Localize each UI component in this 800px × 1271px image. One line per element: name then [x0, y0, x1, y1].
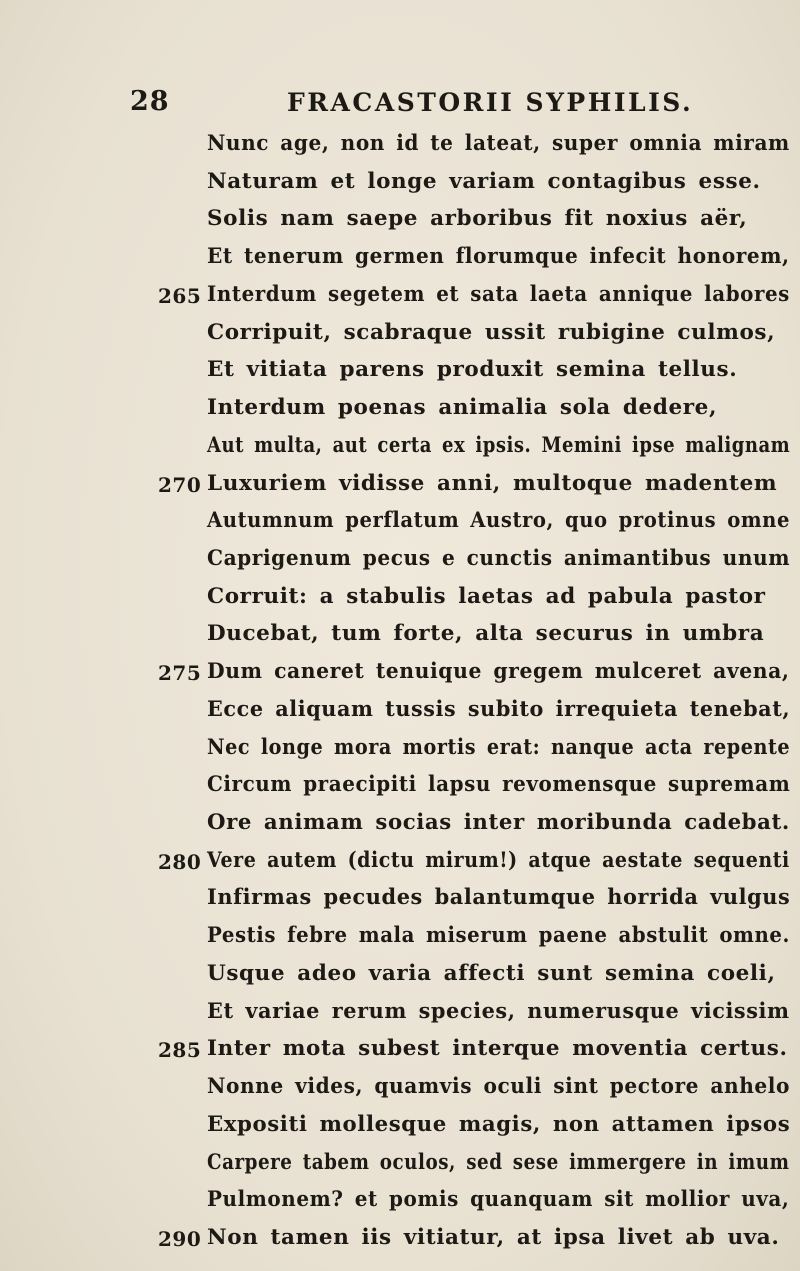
verse-line [0, 471, 800, 511]
verse-line [0, 848, 800, 888]
line-number: 270 [158, 473, 202, 497]
line-number: 285 [158, 1038, 202, 1062]
line-number: 290 [158, 1227, 202, 1251]
verse-text: Expositi mollesque magis, non attamen ipsos [207, 1112, 791, 1137]
verse-text: Luxuriem vidisse anni, multoque madentem [207, 471, 778, 496]
verse-text: Corruit: a stabulis laetas ad pabula pastor [207, 584, 766, 609]
verse-text: Autumnum perflatum Austro, quo protinus omne [207, 508, 790, 533]
running-title: FRACASTORII SYPHILIS. [287, 88, 694, 117]
verse-text: Corripuit, scabraque ussit rubigine culmos, [207, 320, 776, 345]
verse-line [0, 1187, 800, 1227]
verse-line [0, 999, 800, 1039]
verse-line [0, 282, 800, 322]
verse-line [0, 433, 800, 473]
verse-text: Vere autem (dictu mirum!) atque aestate sequenti [207, 848, 790, 873]
verse-text: Aut multa, aut certa ex ipsis. Memini ipse malignam [207, 433, 791, 458]
verse-line [0, 735, 800, 775]
verse-text: Nunc age, non id te lateat, super omnia miram [207, 131, 790, 156]
verse-line [0, 810, 800, 850]
verse-text: Interdum segetem et sata laeta annique labores [207, 282, 790, 307]
verse-text: Solis nam saepe arboribus fit noxius aër, [207, 206, 748, 231]
verse-line [0, 584, 800, 624]
verse-text: Et variae rerum species, numerusque vicissim [207, 999, 790, 1024]
verse-line [0, 885, 800, 925]
page-number: 28 [130, 86, 170, 117]
verse-text: Nonne vides, quamvis oculi sint pectore anhelo [207, 1074, 791, 1099]
verse-text: Ecce aliquam tussis subito irrequieta tenebat, [207, 697, 791, 722]
line-number: 265 [158, 284, 202, 308]
verse-text: Infirmas pecudes balantumque horrida vulgus [207, 885, 791, 910]
verse-line [0, 697, 800, 737]
verse-line [0, 772, 800, 812]
verse-text: Naturam et longe variam contagibus esse. [207, 169, 761, 194]
page-header [0, 86, 800, 126]
verse-line [0, 244, 800, 284]
verse-text: Pestis febre mala miserum paene abstulit omne. [207, 923, 790, 948]
verse-line [0, 1036, 800, 1076]
verse-text: Et vitiata parens produxit semina tellus. [207, 357, 738, 382]
line-number: 280 [158, 850, 202, 874]
verse-text: Usque adeo varia affecti sunt semina coeli, [207, 961, 776, 986]
verse-text: Inter mota subest interque moventia certus. [207, 1036, 788, 1061]
verse-text: Ore animam socias inter moribunda cadebat. [207, 810, 790, 835]
verse-text: Dum caneret tenuique gregem mulceret avena, [207, 659, 790, 684]
verse-text: Circum praecipiti lapsu revomensque supremam [207, 772, 791, 797]
verse-text: Caprigenum pecus e cunctis animantibus unum [207, 546, 791, 571]
verse-text: Non tamen iis vitiatur, at ipsa livet ab uva. [207, 1225, 780, 1250]
verse-text: Et tenerum germen florumque infecit honorem, [207, 244, 790, 269]
verse-line [0, 621, 800, 661]
verse-line [0, 923, 800, 963]
verse-line [0, 1074, 800, 1114]
verse-line [0, 508, 800, 548]
verse-line [0, 1150, 800, 1190]
verse-text: Nec longe mora mortis erat: nanque acta repente [207, 735, 791, 760]
verse-line [0, 1225, 800, 1265]
verse-line [0, 131, 800, 171]
verse-line [0, 395, 800, 435]
verse-line [0, 357, 800, 397]
line-number: 275 [158, 661, 202, 685]
verse-line [0, 961, 800, 1001]
verse-line [0, 659, 800, 699]
verse-text: Pulmonem? et pomis quanquam sit mollior uva, [207, 1187, 790, 1212]
verse-text: Interdum poenas animalia sola dedere, [207, 395, 718, 420]
verse-line [0, 1112, 800, 1152]
verse-line [0, 546, 800, 586]
verse-line [0, 320, 800, 360]
verse-text: Carpere tabem oculos, sed sese immergere in imum [207, 1150, 790, 1175]
verse-text: Ducebat, tum forte, alta securus in umbra [207, 621, 765, 646]
verse-line [0, 169, 800, 209]
verse-line [0, 206, 800, 246]
